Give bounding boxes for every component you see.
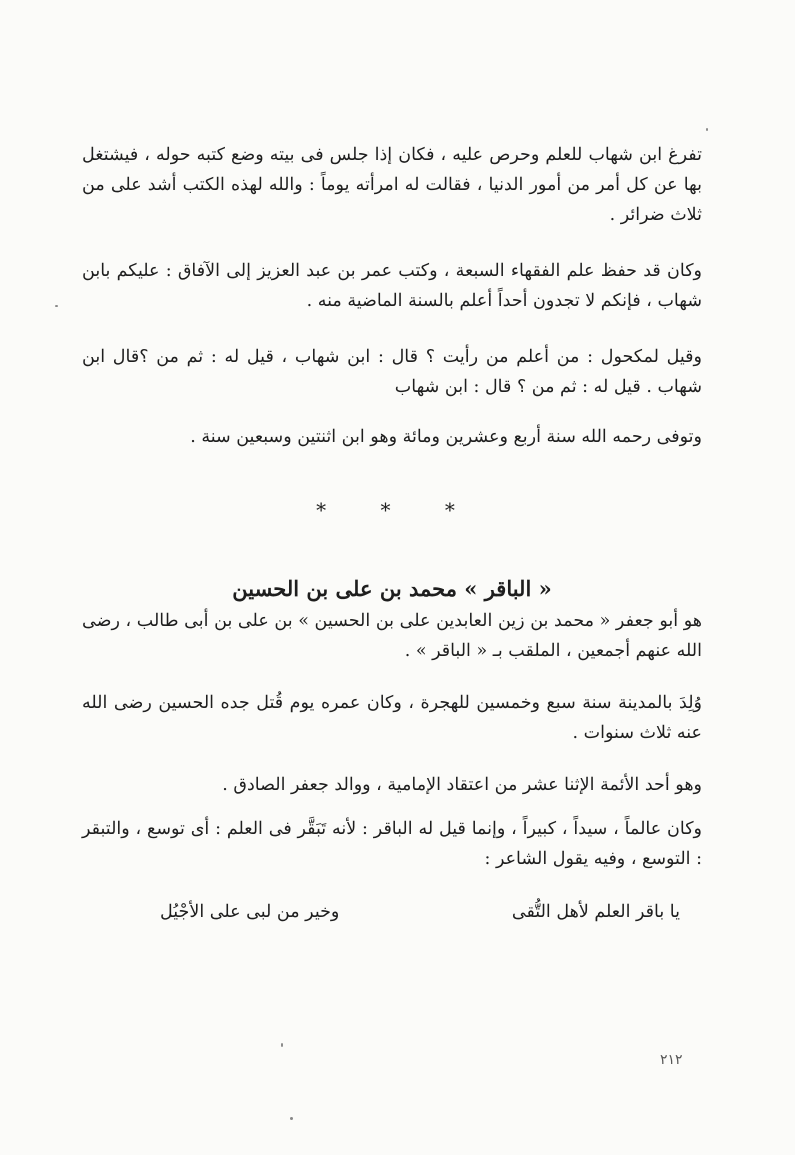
scan-speck xyxy=(55,305,58,307)
paragraph-birth: وُلِدَ بالمدينة سنة سبع وخمسين للهجرة ، وكان عمره يوم قُتل جده الحسين رضى الله عنه ثلاث سنوات . xyxy=(82,693,702,743)
paragraph-baqir-meaning: وكان عالماً ، سيداً ، كبيراً ، وإنما قيل له الباقر : لأنه تَبَقَّر فى العلم : أى توسع ، والتبقر : التوسع ، وفيه يقول الشاعر : xyxy=(82,819,702,869)
scan-speck xyxy=(290,1117,293,1120)
paragraph-seven-jurists: وكان قد حفظ علم الفقهاء السبعة ، وكتب عمر بن عبد العزيز إلى الآفاق : عليكم بابن شهاب ، فإنكم لا تجدون أحداً أعلم بالسنة الماضية منه . xyxy=(82,261,702,311)
paragraph-makhul-question: وقيل لمكحول : من أعلم من رأيت ؟ قال : ابن شهاب ، قيل له : ثم من ؟قال ابن شهاب . قيل له : ثم من ؟ قال : ابن شهاب xyxy=(82,347,702,397)
scan-speck xyxy=(706,128,708,131)
page-number: ٢١٢ xyxy=(660,1052,683,1068)
paragraph-ibn-shihab-study: تفرغ ابن شهاب للعلم وحرص عليه ، فكان إذا جلس فى بيته وضع كتبه حوله ، فيشتغل بها عن كل أمر من أمور الدنيا ، فقالت له امرأته يوماً : والله لهذه الكتب أشد على من ثلاث ضرائر . xyxy=(82,145,702,225)
section-title: « الباقر » محمد بن على بن الحسين xyxy=(232,576,552,602)
poem-verse xyxy=(120,897,680,929)
paragraph-lineage: هو أبو جعفر « محمد بن زين العابدين على بن الحسين » بن على بن أبى طالب ، رضى الله عنهم أجمعين ، الملقب بـ « الباقر » . xyxy=(82,611,702,661)
scan-speck xyxy=(281,1043,283,1047)
section-divider-ornament: * * * xyxy=(316,498,479,522)
paragraph-death-year: وتوفى رحمه الله سنة أربع وعشرين ومائة وهو ابن اثنتين وسبعين سنة . xyxy=(190,427,702,447)
verse-second-hemistich: وخير من لبى على الأجْيُل xyxy=(160,902,340,922)
paragraph-imamate: وهو أحد الأئمة الإثنا عشر من اعتقاد الإمامية ، ووالد جعفر الصادق . xyxy=(222,775,702,795)
verse-first-hemistich: يا باقر العلم لأهل التُّقى xyxy=(511,902,680,922)
